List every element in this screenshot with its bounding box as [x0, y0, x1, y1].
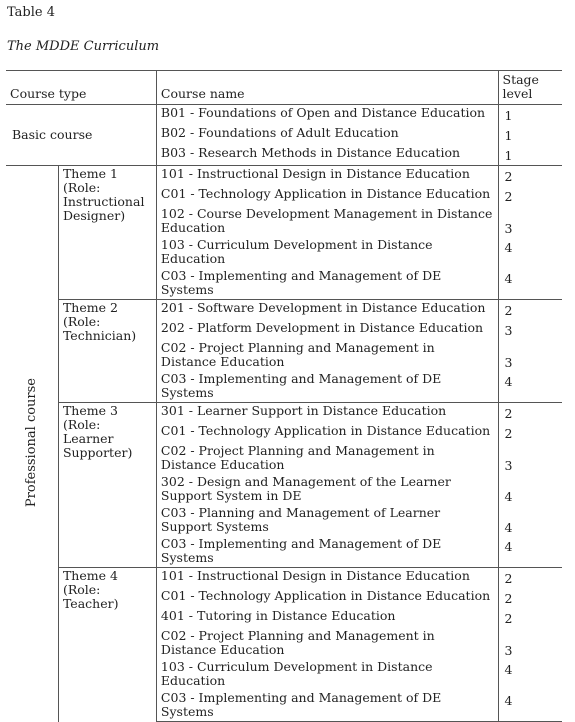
stage-level-cell: 2: [498, 403, 562, 424]
course-name-cell: 202 - Platform Development in Distance Education: [156, 320, 498, 340]
course-name-cell: C01 - Technology Application in Distance Education: [156, 588, 498, 608]
stage-level-cell: 3: [498, 320, 562, 340]
stage-level-cell: 4: [498, 659, 562, 690]
stage-level-cell: 2: [498, 608, 562, 628]
stage-level-cell: 3: [498, 443, 562, 474]
table-row: [6, 300, 562, 321]
stage-level-cell: 2: [498, 186, 562, 206]
stage-level-cell: 2: [498, 300, 562, 321]
stage-level-cell: 1: [498, 145, 562, 166]
course-name-cell: C02 - Project Planning and Management in Distance Education: [156, 340, 498, 371]
course-name-cell: C02 - Project Planning and Management in Distance Education: [156, 443, 498, 474]
course-name-cell: 103 - Curriculum Development in Distance Education: [156, 659, 498, 690]
theme-label: Theme 3 (Role: Learner Supporter): [58, 403, 156, 568]
stage-level-cell: 2: [498, 166, 562, 187]
stage-level-cell: 4: [498, 237, 562, 268]
stage-level-cell: 3: [498, 206, 562, 237]
header-course-name: Course name: [156, 71, 498, 105]
course-name-cell: B03 - Research Methods in Distance Education: [156, 145, 498, 166]
stage-level-cell: 4: [498, 505, 562, 536]
table-label: Table 4: [7, 5, 55, 20]
course-name-cell: B01 - Foundations of Open and Distance Education: [156, 105, 498, 126]
stage-level-cell: 3: [498, 340, 562, 371]
stage-level-cell: 1: [498, 105, 562, 126]
stage-level-cell: 3: [498, 628, 562, 659]
stage-level-cell: 4: [498, 536, 562, 568]
stage-level-cell: 4: [498, 371, 562, 403]
professional-course-cell: [6, 166, 58, 722]
table-row: [6, 166, 562, 187]
course-name-cell: 101 - Instructional Design in Distance Education: [156, 166, 498, 187]
course-name-cell: 201 - Software Development in Distance Education: [156, 300, 498, 321]
course-name-cell: C03 - Planning and Management of Learner Support Systems: [156, 505, 498, 536]
theme-label: Theme 2 (Role: Technician): [58, 300, 156, 403]
course-name-cell: C01 - Technology Application in Distance Education: [156, 186, 498, 206]
table-body: [6, 105, 562, 722]
theme-label: Theme 4 (Role: Teacher): [58, 568, 156, 722]
theme-label: Theme 1 (Role: Instructional Designer): [58, 166, 156, 300]
stage-level-cell: 2: [498, 588, 562, 608]
course-name-cell: 401 - Tutoring in Distance Education: [156, 608, 498, 628]
table-row: [6, 105, 562, 126]
header-row: [6, 71, 562, 105]
professional-course-label: Professional course: [23, 377, 39, 507]
table-title: The MDDE Curriculum: [7, 39, 160, 54]
basic-course-label: Basic course: [6, 105, 156, 166]
stage-level-cell: 4: [498, 268, 562, 300]
stage-level-cell: 2: [498, 568, 562, 589]
course-name-cell: C01 - Technology Application in Distance Education: [156, 423, 498, 443]
table-row: [6, 403, 562, 424]
course-name-cell: 102 - Course Development Management in Distance Education: [156, 206, 498, 237]
course-name-cell: 301 - Learner Support in Distance Education: [156, 403, 498, 424]
course-name-cell: 302 - Design and Management of the Learner Support System in DE: [156, 474, 498, 505]
header-course-type: Course type: [6, 71, 156, 105]
course-name-cell: C03 - Implementing and Management of DE Systems: [156, 536, 498, 568]
course-name-cell: 103 - Curriculum Development in Distance Education: [156, 237, 498, 268]
course-name-cell: C03 - Implementing and Management of DE Systems: [156, 690, 498, 722]
course-name-cell: C03 - Implementing and Management of DE Systems: [156, 371, 498, 403]
stage-level-cell: 2: [498, 423, 562, 443]
stage-level-cell: 4: [498, 474, 562, 505]
course-name-cell: 101 - Instructional Design in Distance Education: [156, 568, 498, 589]
course-name-cell: C02 - Project Planning and Management in Distance Education: [156, 628, 498, 659]
course-name-cell: C03 - Implementing and Management of DE Systems: [156, 268, 498, 300]
curriculum-table: [6, 70, 562, 722]
course-name-cell: B02 - Foundations of Adult Education: [156, 125, 498, 145]
table-row: [6, 568, 562, 589]
stage-level-cell: 1: [498, 125, 562, 145]
stage-level-cell: 4: [498, 690, 562, 722]
header-stage-level: Stage level: [498, 71, 562, 105]
